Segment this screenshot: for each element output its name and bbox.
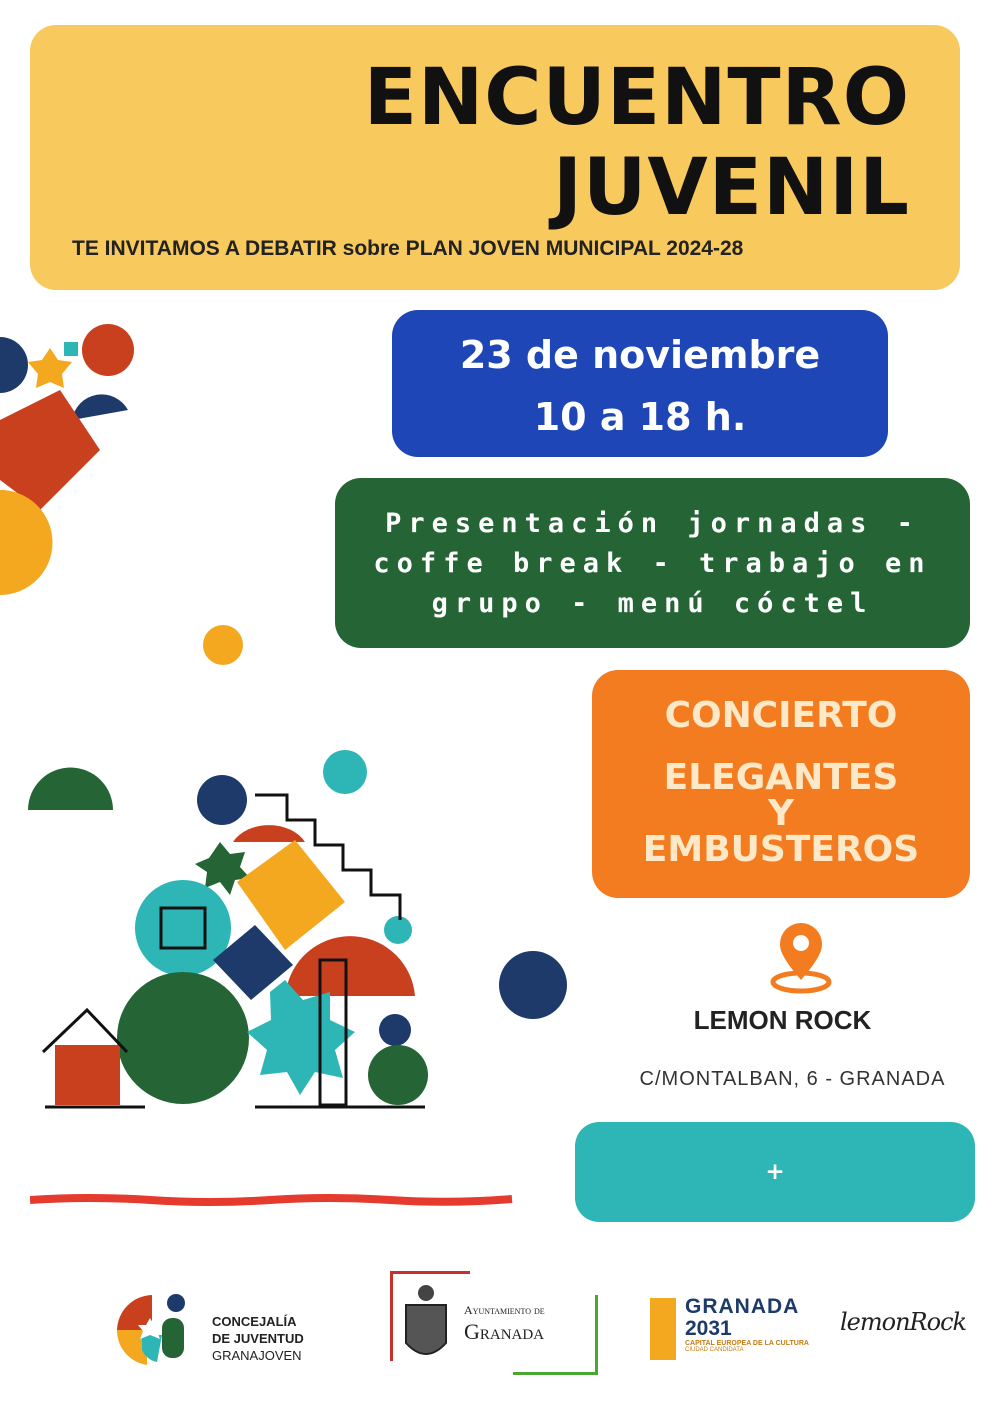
- key-icon: [650, 1298, 676, 1360]
- logo-line: DE JUVENTUD: [212, 1331, 304, 1346]
- info-link-box[interactable]: [575, 1122, 975, 1285]
- lemon-rock-logo: lemonRock: [840, 1308, 967, 1336]
- event-title: [364, 53, 910, 233]
- granada-2031-logo: [685, 1296, 809, 1353]
- band-name: ELEGANTES: [663, 757, 899, 798]
- band-name: EMBUSTEROS: [642, 829, 920, 870]
- concejalia-logo-text: [212, 1313, 304, 1364]
- event-date: 23 de noviembre: [459, 333, 821, 377]
- logo-line: Granada: [464, 1319, 545, 1344]
- logo-line: CONCEJALÍA: [212, 1314, 297, 1329]
- logo-line: CAPITAL EUROPEA DE LA CULTURA: [685, 1340, 809, 1347]
- venue-address: C/MONTALBAN, 6 - GRANADA: [639, 1068, 946, 1090]
- venue-name: LEMON ROCK: [693, 1005, 872, 1035]
- title-line-2: JUVENIL: [552, 143, 910, 233]
- concert-box: [592, 670, 970, 898]
- info-link[interactable]: + info:granajoven.granada.org: [588, 1159, 962, 1285]
- illustration-people-shapes: [25, 620, 585, 1120]
- program-line: Presentación jornadas -: [385, 508, 920, 539]
- header-banner: [30, 25, 960, 290]
- map-pin-icon: [770, 920, 832, 995]
- band-name: Y: [767, 793, 795, 834]
- logo-line: Ayuntamiento de: [464, 1303, 545, 1317]
- date-box: [392, 310, 888, 457]
- logo-line: 2031: [685, 1317, 732, 1340]
- event-time: 10 a 18 h.: [533, 395, 747, 439]
- logo-line: GRANADA: [685, 1295, 800, 1318]
- concert-label: CONCIERTO: [664, 695, 898, 736]
- logo-line: GRANAJOVEN: [212, 1348, 302, 1363]
- logo-line: CIUDAD CANDIDATA: [685, 1347, 744, 1353]
- title-line-1: ENCUENTRO: [363, 53, 910, 143]
- red-wavy-divider: [30, 1190, 515, 1212]
- decorative-shapes: [0, 320, 140, 620]
- concejalia-juventud-logo: [112, 1290, 192, 1368]
- ayuntamiento-granada-logo: [390, 1271, 598, 1375]
- event-subtitle: TE INVITAMOS A DEBATIR sobre PLAN JOVEN MUNICIPAL 2024-28: [72, 237, 744, 260]
- program-line: coffe break - trabajo en: [373, 548, 932, 579]
- coat-of-arms-icon: [400, 1283, 452, 1363]
- program-line: grupo - menú cóctel: [431, 588, 874, 619]
